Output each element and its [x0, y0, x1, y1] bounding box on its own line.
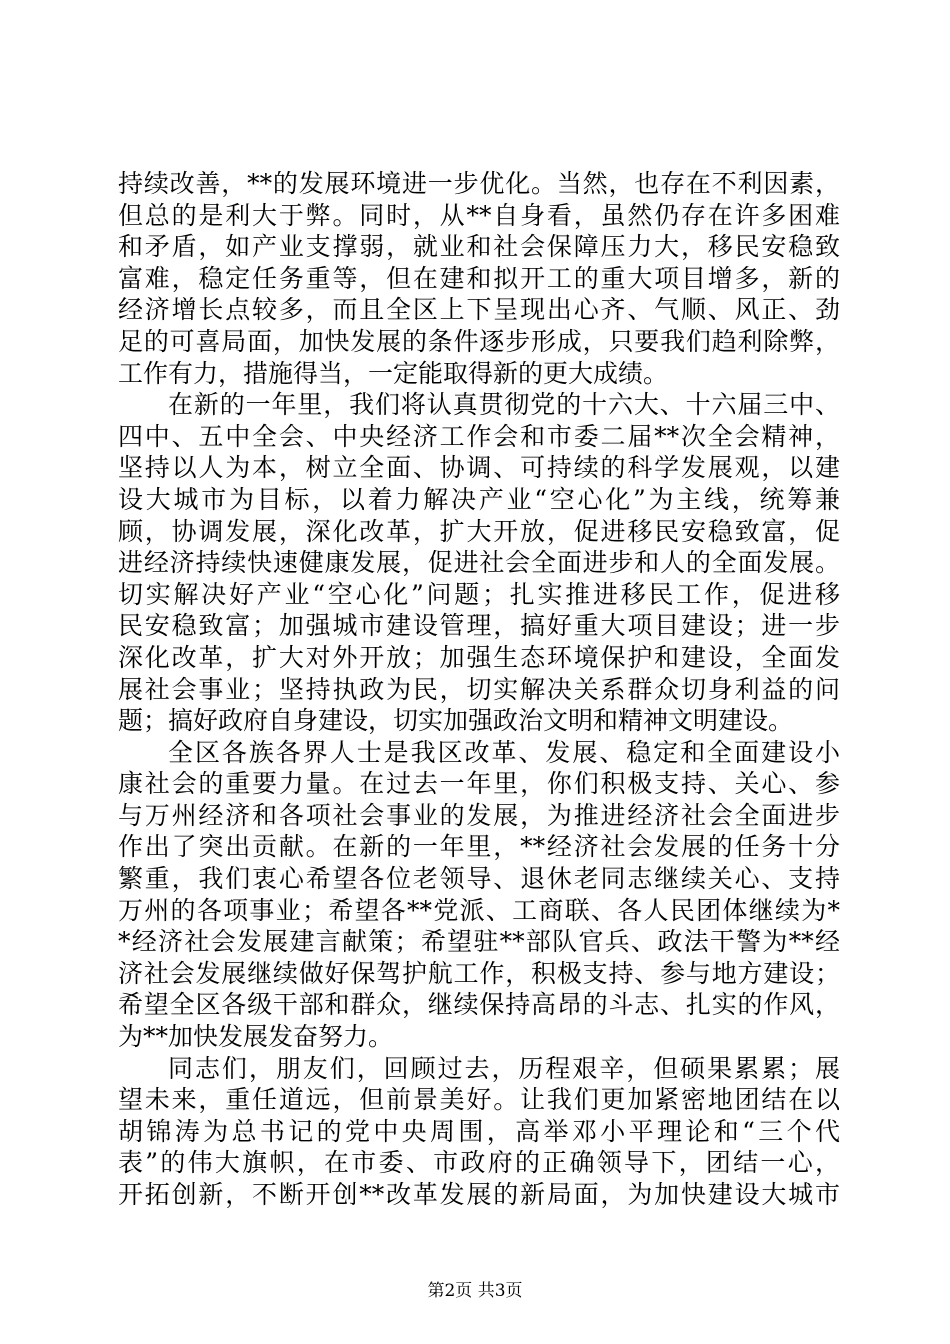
- text-line: 富难，稳定任务重等，但在建和拟开工的重大项目增多，新的: [118, 263, 840, 293]
- text-line: 与万州经济和各项社会事业的发展，为推进经济社会全面进步: [118, 800, 840, 830]
- paragraph-start-line: 在新的一年里，我们将认真贯彻党的十六大、十六届三中、: [168, 390, 840, 420]
- text-line: 济社会发展继续做好保驾护航工作，积极支持、参与地方建设；: [118, 958, 840, 988]
- text-line: 切实解决好产业“空心化”问题；扎实推进移民工作，促进移: [118, 579, 840, 609]
- text-line: 坚持以人为本，树立全面、协调、可持续的科学发展观，以建: [118, 453, 840, 483]
- text-line: 为**加快发展发奋努力。: [118, 1022, 394, 1052]
- text-line: 作出了突出贡献。在新的一年里，**经济社会发展的任务十分: [118, 832, 840, 862]
- text-line: 进经济持续快速健康发展，促进社会全面进步和人的全面发展。: [118, 548, 840, 578]
- text-line: 顾，协调发展，深化改革，扩大开放，促进移民安稳致富，促: [118, 516, 840, 546]
- text-line: 深化改革，扩大对外开放；加强生态环境保护和建设，全面发: [118, 642, 840, 672]
- text-line: 希望全区各级干部和群众，继续保持高昂的斗志、扎实的作风，: [118, 990, 840, 1020]
- text-line: 胡锦涛为总书记的党中央周围，高举邓小平理论和“三个代: [118, 1116, 840, 1146]
- text-line: 康社会的重要力量。在过去一年里，你们积极支持、关心、参: [118, 769, 840, 799]
- paragraph-start-line: 全区各族各界人士是我区改革、发展、稳定和全面建设小: [168, 737, 840, 767]
- text-line: 表”的伟大旗帜，在市委、市政府的正确领导下，团结一心，: [118, 1148, 840, 1178]
- text-line: 足的可喜局面，加快发展的条件逐步形成，只要我们趋利除弊，: [118, 326, 840, 356]
- text-line: 和矛盾，如产业支撑弱，就业和社会保障压力大，移民安稳致: [118, 232, 840, 262]
- text-line: 题；搞好政府自身建设，切实加强政治文明和精神文明建设。: [118, 706, 794, 736]
- text-line: 工作有力，措施得当，一定能取得新的更大成绩。: [118, 358, 669, 388]
- text-line: 万州的各项事业；希望各**党派、工商联、各人民团体继续为*: [118, 895, 840, 925]
- page-number-footer: 第2页 共3页: [427, 1281, 523, 1301]
- document-body: [118, 168, 840, 1211]
- text-line: *经济社会发展建言献策；希望驻**部队官兵、政法干警为**经: [118, 927, 840, 957]
- text-line: 民安稳致富；加强城市建设管理，搞好重大项目建设；进一步: [118, 611, 840, 641]
- text-line: 望未来，重任道远，但前景美好。让我们更加紧密地团结在以: [118, 1085, 840, 1115]
- text-line: 繁重，我们衷心希望各位老领导、退休老同志继续关心、支持: [118, 864, 840, 894]
- text-line: 展社会事业；坚持执政为民，切实解决关系群众切身利益的问: [118, 674, 840, 704]
- text-line: 设大城市为目标，以着力解决产业“空心化”为主线，统筹兼: [118, 484, 840, 514]
- text-line: 持续改善，**的发展环境进一步优化。当然，也存在不利因素，: [118, 169, 840, 198]
- text-line: 四中、五中全会、中央经济工作会和市委二届**次全会精神，: [118, 421, 840, 451]
- paragraph-start-line: 同志们，朋友们，回顾过去，历程艰辛，但硕果累累；展: [168, 1053, 840, 1083]
- text-line: 开拓创新，不断开创**改革发展的新局面，为加快建设大城市: [118, 1180, 840, 1209]
- text-line: 但总的是利大于弊。同时，从**自身看，虽然仍存在许多困难: [118, 200, 840, 230]
- text-line: 经济增长点较多，而且全区上下呈现出心齐、气顺、风正、劲: [118, 295, 840, 325]
